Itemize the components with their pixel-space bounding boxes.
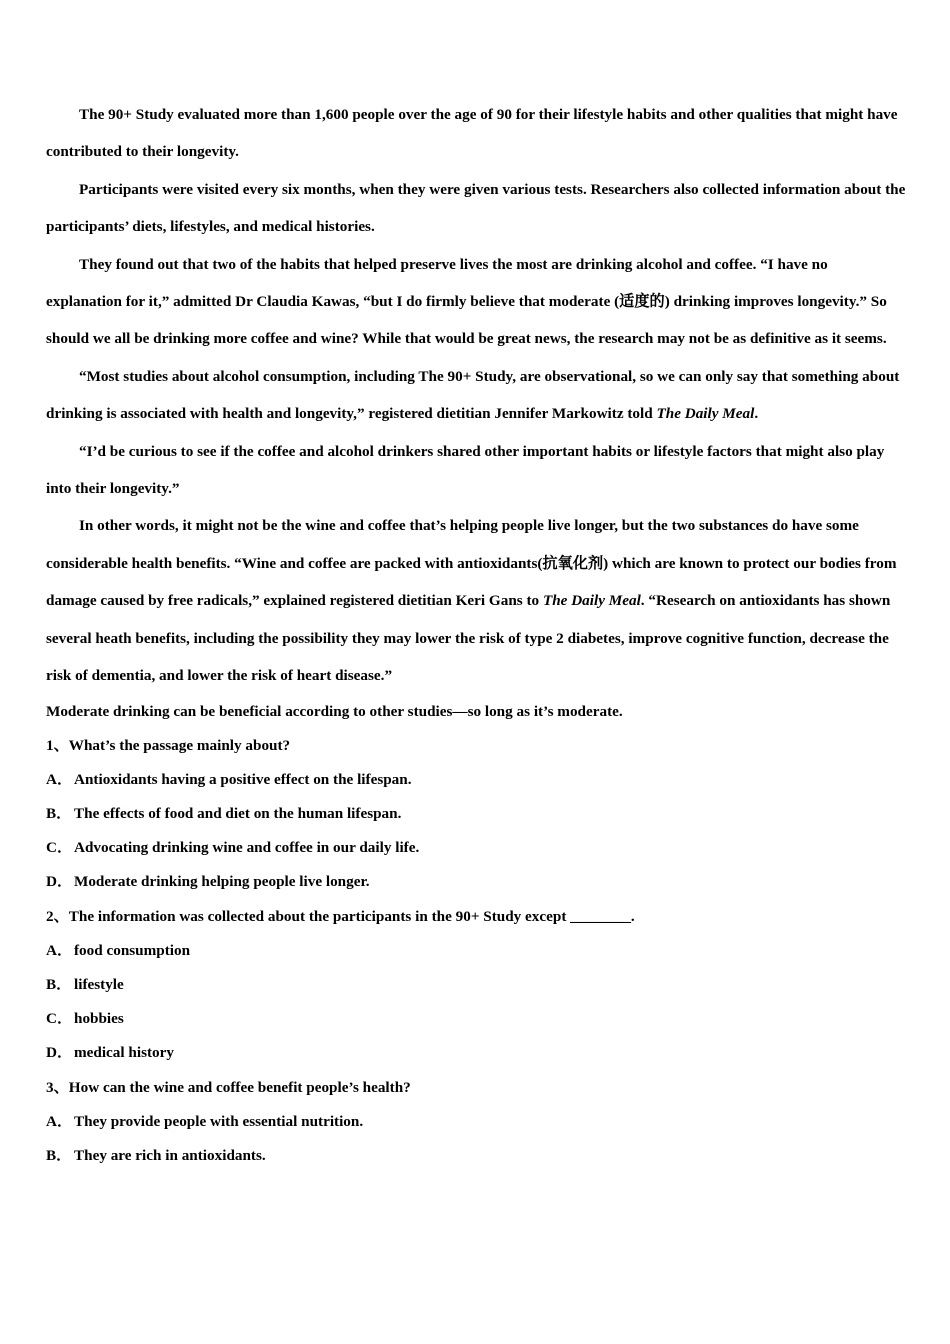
passage-paragraph-1: The 90+ Study evaluated more than 1,600 people over the age of 90 for their lifestyle habits and other qualities that might have contributed to their longevity. — [46, 106, 898, 161]
passage-paragraph-3: They found out that two of the habits that helped preserve lives the most are drinking alcohol and coffee. “I have no explanation for it,” admitted Dr Claudia Kawas, “but I do firmly believe that moderate (适度的) drinking improves longevity.” So should we all be drinking more coffee and wine? While that would be great news, the research may not be as definitive as it seems. — [46, 255, 887, 348]
paragraph-6-text: In other words, it might not be the wine and coffee that’s helping people live longer, but the two substances do have some considerable health benefits. “Wine and coffee are packed with antioxidants(抗氧化剂) which are known to protect our bodies from damage caused by free radicals,” explained registered dietitian Keri Gans to — [46, 517, 897, 610]
passage-paragraph-5: “I’d be curious to see if the coffee and alcohol drinkers shared other important habits or lifestyle factors that might also play into their longevity.” — [46, 442, 885, 498]
passage-paragraph-4 — [46, 358, 906, 433]
question-1 — [46, 729, 906, 900]
question-2-option-c[interactable] — [46, 1002, 906, 1036]
passage-paragraph-7: Moderate drinking can be beneficial according to other studies—so long as it’s moderate. — [46, 702, 623, 720]
option-text: medical history — [74, 1044, 174, 1062]
option-text: Moderate drinking helping people live longer. — [74, 873, 370, 891]
question-1-option-c[interactable] — [46, 831, 906, 865]
option-letter: D． — [46, 873, 73, 891]
paragraph-6-end: . “Research on antioxidants has shown several heath benefits, including the possibility they may lower the risk of type 2 diabetes, improve cognitive function, decrease the risk of dementia, and lower the risk of heart disease.” — [46, 592, 891, 685]
question-2-stem: 2、The information was collected about the participants in the 90+ Study except ________. — [46, 907, 635, 925]
option-letter: B． — [46, 1146, 72, 1164]
question-3-option-a[interactable] — [46, 1105, 906, 1139]
question-1-stem: 1、What’s the passage mainly about? — [46, 736, 291, 754]
question-1-option-b[interactable] — [46, 797, 906, 831]
passage-paragraph-6 — [46, 507, 906, 694]
option-text: Advocating drinking wine and coffee in our daily life. — [74, 839, 420, 857]
option-text: They are rich in antioxidants. — [74, 1146, 266, 1164]
passage-paragraph-2: Participants were visited every six months, when they were given various tests. Researchers also collected information about the participants’ diets, lifestyles, and medical histories. — [46, 180, 906, 236]
option-letter: C． — [46, 1010, 73, 1028]
paragraph-6-italic-source: The Daily Meal — [542, 592, 641, 610]
paragraph-4-text: “Most studies about alcohol consumption, including The 90+ Study, are observational, so we can only say that something about drinking is associated with health and longevity,” registered dietitian Jennifer Markowitz told — [46, 367, 900, 423]
option-text: lifestyle — [74, 975, 124, 993]
paragraph-4-italic-source: The Daily Meal — [656, 405, 755, 423]
paragraph-4-end: . — [754, 405, 759, 423]
option-letter: B． — [46, 804, 72, 822]
question-1-option-a[interactable] — [46, 763, 906, 797]
option-text: The effects of food and diet on the human lifespan. — [74, 804, 402, 822]
question-2-option-a[interactable] — [46, 934, 906, 968]
option-letter: D． — [46, 1044, 73, 1062]
question-2-option-b[interactable] — [46, 968, 906, 1002]
question-3-stem: 3、How can the wine and coffee benefit people’s health? — [46, 1078, 411, 1096]
option-text: food consumption — [74, 941, 191, 959]
document-page — [46, 96, 906, 1173]
option-letter: B． — [46, 975, 72, 993]
option-letter: A． — [46, 770, 73, 788]
option-text: Antioxidants having a positive effect on the lifespan. — [74, 770, 412, 788]
question-2-option-d[interactable] — [46, 1036, 906, 1070]
option-letter: A． — [46, 941, 73, 959]
option-letter: A． — [46, 1112, 73, 1130]
option-text: They provide people with essential nutrition. — [74, 1112, 364, 1130]
question-3-option-b[interactable] — [46, 1139, 906, 1173]
option-letter: C． — [46, 839, 73, 857]
option-text: hobbies — [74, 1010, 124, 1028]
question-3 — [46, 1071, 906, 1174]
question-2 — [46, 900, 906, 1071]
question-1-option-d[interactable] — [46, 865, 906, 899]
